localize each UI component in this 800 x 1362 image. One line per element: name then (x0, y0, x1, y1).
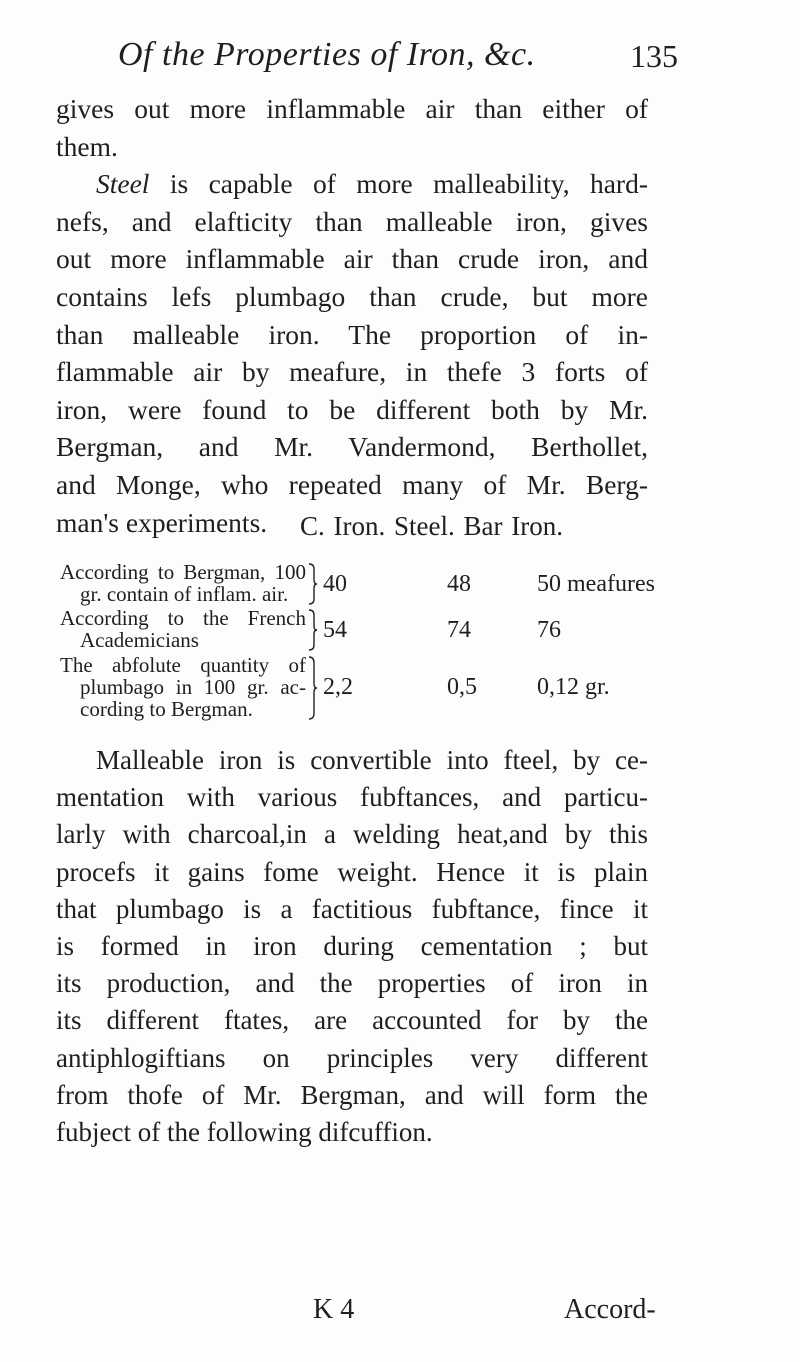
table-row (60, 654, 680, 722)
row-label (60, 561, 306, 605)
c-iron-value: 2,2 (323, 674, 353, 700)
text-line: from thofe of Mr. Bergman, and will form the (56, 1079, 648, 1110)
text-line: flammable air by meafure, in thefe 3 forts of (56, 356, 648, 388)
running-title: Of the Properties of Iron, &c. (118, 36, 536, 73)
text-line: its production, and the properties of iron in (56, 968, 648, 999)
text-line: nefs, and elafticity than malleable iron, gives (56, 205, 648, 237)
text-line: out more inflammable air than crude iron, and (56, 243, 648, 275)
row-label-line: plumbago in 100 gr. ac- (80, 675, 306, 699)
text-line: contains lefs plumbago than crude, but more (56, 280, 648, 312)
text-line: than malleable iron. The proportion of in- (56, 318, 648, 350)
text-line: and Monge, who repeated many of Mr. Berg- (56, 468, 648, 500)
running-header (118, 36, 678, 86)
text-line: Bergman, and Mr. Vandermond, Berthollet, (56, 431, 648, 463)
brace-icon (308, 563, 318, 605)
text-line: Malleable iron is convertible into fteel, by ce- (96, 745, 648, 775)
text-line: that plumbago is a factitious fubftance, fince it (56, 893, 648, 924)
page-number: 135 (630, 38, 678, 74)
c-iron-value: 40 (323, 571, 347, 597)
row-label (60, 654, 306, 720)
text-line: man's experiments. (56, 506, 268, 538)
signature-mark: K 4 (313, 1294, 355, 1325)
steel-value: 48 (447, 571, 471, 597)
body-text-bottom (56, 742, 648, 1151)
row-label (60, 607, 306, 651)
row-label-line: cording to Bergman. (80, 697, 253, 721)
row-label-line: According to Bergman, 100 (60, 560, 306, 584)
bar-iron-value: 76 (537, 617, 561, 643)
table-row (60, 607, 680, 653)
steel-value: 0,5 (447, 674, 477, 700)
text-line: mentation with various fubftances, and particu- (56, 782, 648, 813)
text-line: its different ftates, are accounted for by the (56, 1005, 648, 1036)
text-line: procefs it gains fome weight. Hence it is plain (56, 856, 648, 887)
table-header: C. Iron. Steel. Bar Iron. (300, 511, 563, 541)
text-line: larly with charcoal,in a welding heat,and by this (56, 819, 648, 850)
text-line: them. (56, 130, 118, 162)
bar-iron-value: 50 meafures (537, 571, 655, 597)
text-line-first (56, 165, 648, 203)
row-label-line: gr. contain of inflam. air. (80, 582, 289, 606)
row-label-line: According to the French (60, 606, 306, 630)
table-row (60, 561, 680, 607)
catchword: Accord- (564, 1294, 656, 1325)
row-label-line: The abfolute quantity of (60, 653, 306, 677)
text-line: antiphlogiftians on principles very different (56, 1042, 648, 1073)
text-line: gives out more inflammable air than either of (56, 93, 648, 124)
steel-value: 74 (447, 617, 471, 643)
text-line: is formed in iron during cementation ; but (56, 930, 648, 961)
brace-icon (308, 656, 318, 720)
italic-term: Steel (96, 168, 150, 200)
text-line: fubject of the following difcuffion. (56, 1116, 433, 1147)
text-line-rest: is capable of more malleability, hard- (149, 168, 648, 200)
row-label-line: Academicians (80, 628, 199, 652)
bar-iron-value: 0,12 gr. (537, 674, 610, 700)
text-line: iron, were found to be different both by Mr. (56, 393, 648, 425)
c-iron-value: 54 (323, 617, 347, 643)
body-text-top (56, 90, 648, 541)
page-footer (0, 1294, 800, 1334)
brace-icon (308, 609, 318, 651)
